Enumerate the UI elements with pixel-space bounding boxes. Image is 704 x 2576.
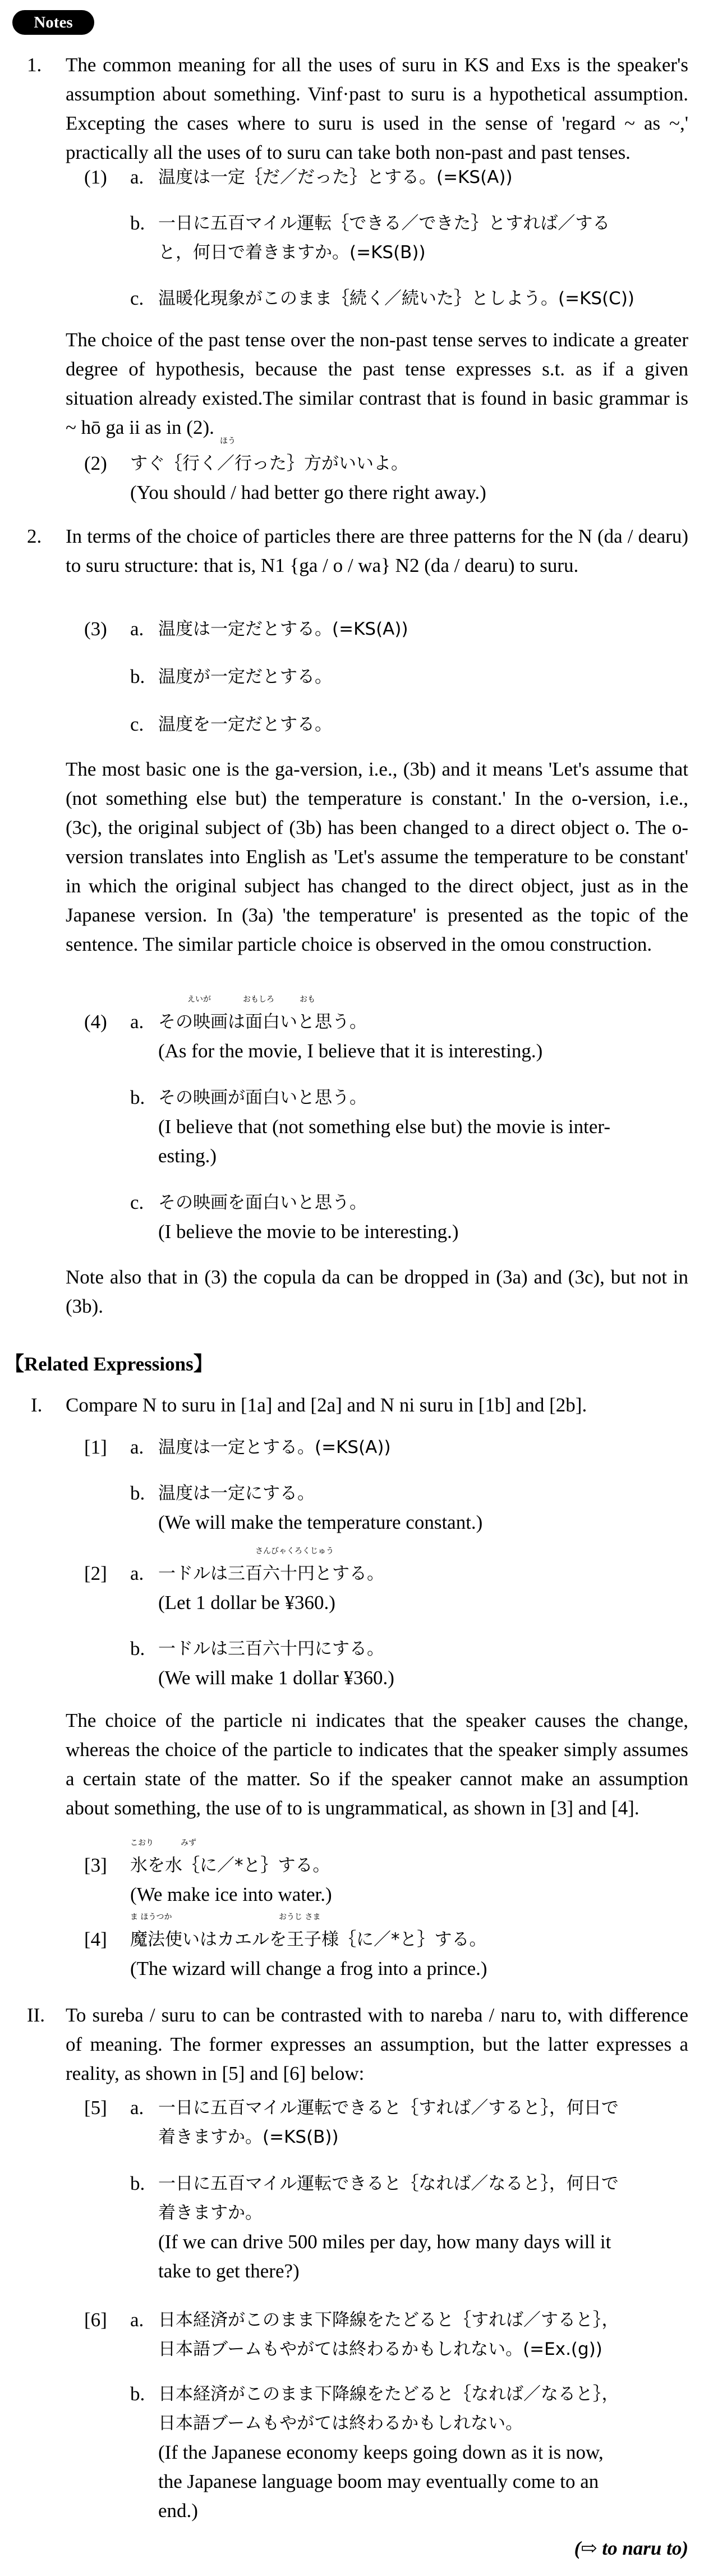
rel2a-ruby: さんびゃくろくじゅう <box>255 1547 334 1556</box>
rel1b-text: 温度は一定にする。 <box>158 1483 315 1504</box>
ex4c-text: その映画を面白いと思う。 <box>158 1193 367 1213</box>
ex1-label: (1) <box>84 166 107 188</box>
related-I-number: I. <box>31 1394 43 1416</box>
rel6b-translation-3: end.) <box>158 2500 198 2522</box>
ex4a-ruby-3: おも <box>300 995 315 1004</box>
rel4-ruby-2: おうじ さま <box>279 1913 321 1922</box>
rel2a-translation: (Let 1 dollar be ¥360.) <box>158 1592 335 1614</box>
rel5b-text-1: 一日に五百マイル運転できると｛なれば／なると｝，何日で <box>158 2174 619 2194</box>
rel3-label: [3] <box>84 1854 107 1876</box>
note-2-text-2: The most basic one is the ga-version, i.e., (3b) and it means 'Let's assume that (not something else but) the temperature is constant.' In the o-version, i.e., (3c), the original subject of (3b) has been changed to a direct object o. The o-version translates into English as 'Let's assume the temperature to be constant' in which the original subject has changed to the direct object, just as in the Japanese version. In (3a) 'the temperature' is presented as the topic of the sentence. The similar particle choice is observed in the omou construction. <box>66 758 688 955</box>
ex3c-label: c. <box>130 713 144 735</box>
rel2b-translation: (We will make 1 dollar ¥360.) <box>158 1667 394 1689</box>
ex4a-ruby-2: おもしろ <box>243 995 274 1004</box>
ex3b-label: b. <box>130 666 145 687</box>
rel6-label: [6] <box>84 2309 107 2331</box>
rel3-translation: (We make ice into water.) <box>130 1883 332 1905</box>
related-I-text-2: The choice of the particle ni indicates that the speaker causes the change, whereas the choice of the particle to indicates that the speaker simply assumes a certain state of the matter. So if the speaker cannot make an assumption about something, the use of to is ungrammatical, as shown in [3] and [4]. <box>66 1709 688 1819</box>
rel5a-label: a. <box>130 2097 144 2119</box>
rel6b-text-2: 日本語ブームもやがては終わるかもしれない。 <box>158 2413 523 2433</box>
ex2-label: (2) <box>84 452 107 474</box>
ex1b-text-2: と，何日で着きますか。(=KS(B)) <box>158 242 426 263</box>
ex3a-label: a. <box>130 618 144 640</box>
ex1b-text-1: 一日に五百マイル運転｛できる／できた｝とすれば／する <box>158 213 610 233</box>
ex4a-ruby-1: えいが <box>187 995 211 1004</box>
note-1-number: 1. <box>27 54 42 76</box>
ex4b-translation-2: esting.) <box>158 1145 217 1167</box>
rel6b-translation-2: the Japanese language boom may eventually come to an <box>158 2470 599 2492</box>
rel2b-label: b. <box>130 1638 145 1660</box>
rel1-label: [1] <box>84 1436 107 1458</box>
ex3b-text: 温度が一定だとする。 <box>158 667 332 687</box>
ex2-ruby: ほう <box>220 437 236 446</box>
related-I-text: Compare N to suru in [1a] and [2a] and N ni suru in [1b] and [2b]. <box>66 1394 587 1416</box>
ex1a-label: a. <box>130 166 144 188</box>
rel5b-translation-1: (If we can drive 500 miles per day, how many days will it <box>158 2231 611 2253</box>
related-expressions-heading: 【Related Expressions】 <box>4 1353 213 1375</box>
rel4-translation: (The wizard will change a frog into a prince.) <box>130 1958 487 1979</box>
ex4c-label: c. <box>130 1191 144 1213</box>
note-2-text-3: Note also that in (3) the copula da can be dropped in (3a) and (3c), but not in (3b). <box>66 1266 688 1317</box>
rel3-text: 氷を水｛に／*と｝する。 <box>130 1855 330 1876</box>
rel5b-translation-2: take to get there?) <box>158 2260 300 2282</box>
rel5a-text-1: 一日に五百マイル運転できると｛すれば／すると｝，何日で <box>158 2098 619 2118</box>
ex2-text: すぐ｛行く／行った｝方がいいよ。 <box>130 453 408 474</box>
ex4a-text: その映画は面白いと思う。 <box>158 1012 367 1032</box>
rel1b-label: b. <box>130 1482 145 1504</box>
ex3a-text: 温度は一定だとする。(=KS(A)) <box>158 619 408 639</box>
rel6a-label: a. <box>130 2309 144 2331</box>
rel6a-text-1: 日本経済がこのまま下降線をたどると｛すれば／すると｝， <box>158 2310 619 2330</box>
rel6b-translation-1: (If the Japanese economy keeps going down as it is now, <box>158 2441 604 2463</box>
rel1a-label: a. <box>130 1436 144 1458</box>
rel2a-text: 一ドルは三百六十円とする。 <box>158 1564 384 1584</box>
rel6a-text-2: 日本語ブームもやがては終わるかもしれない。(=Ex.(g)) <box>158 2339 602 2359</box>
note-1-text: The common meaning for all the uses of suru in KS and Exs is the speaker's assumption about something. Vinf·past to suru is a hypothetical assumption. Excepting the cases where to suru is used in the sense of 'regard ~ as ~,' practically all the uses of to suru can take both non-past and past tenses. <box>66 54 688 163</box>
rel1a-text: 温度は一定とする。(=KS(A)) <box>158 1437 391 1457</box>
ex4b-label: b. <box>130 1087 145 1108</box>
rel6b-label: b. <box>130 2383 145 2405</box>
ex4c-translation: (I believe the movie to be interesting.) <box>158 1221 459 1243</box>
rel2a-label: a. <box>130 1562 144 1584</box>
rel2-label: [2] <box>84 1562 107 1584</box>
note-1-text-2: The choice of the past tense over the non-past tense serves to indicate a greater degree of hypothesis, because the past tense expresses s.t. as if a given situation already existed.The similar contrast that is found in basic grammar is ~ hō ga ii as in (2). <box>66 329 688 438</box>
rel6b-text-1: 日本経済がこのまま下降線をたどると｛なれば／なると｝， <box>158 2384 619 2404</box>
related-II-text: To sureba / suru to can be contrasted with to nareba / naru to, with difference of meaning. The former expresses an assumption, but the latter expresses a reality, as shown in [5] and [6] below: <box>66 2004 688 2084</box>
ex1c-text: 温暖化現象がこのまま｛続く／続いた｝としよう。(=KS(C)) <box>158 288 635 309</box>
rel1b-translation: (We will make the temperature constant.) <box>158 1511 483 1533</box>
note-2-text: In terms of the choice of particles there are three patterns for the N (da / dearu) to suru structure: that is, N1 {ga / o / wa} N2 (da / dearu) to suru. <box>66 525 688 576</box>
ex3-label: (3) <box>84 618 107 640</box>
ex1b-label: b. <box>130 212 145 234</box>
rel4-text: 魔法使いはカエルを王子様｛に／*と｝する。 <box>130 1929 487 1950</box>
ex3c-text: 温度を一定だとする。 <box>158 714 332 735</box>
rel5-label: [5] <box>84 2097 107 2119</box>
rel5a-text-2: 着きますか。(=KS(B)) <box>158 2127 339 2147</box>
note-2-number: 2. <box>27 525 42 547</box>
related-II-number: II. <box>27 2004 45 2026</box>
rel4-label: [4] <box>84 1928 107 1950</box>
ex1a-text: 温度は一定｛だ／だった｝とする。(=KS(A)) <box>158 167 513 187</box>
rel4-ruby-1: ま ほうつか <box>130 1913 172 1922</box>
ex4a-translation: (As for the movie, I believe that it is interesting.) <box>158 1040 543 1062</box>
notes-badge: Notes <box>12 10 94 35</box>
ex1c-label: c. <box>130 287 144 309</box>
rel2b-text: 一ドルは三百六十円にする。 <box>158 1639 384 1659</box>
ex4-label: (4) <box>84 1011 107 1033</box>
rel5b-text-2: 着きますか。 <box>158 2203 263 2223</box>
ex4a-label: a. <box>130 1011 144 1033</box>
ex4b-translation-1: (I believe that (not something else but) the movie is inter- <box>158 1116 611 1138</box>
rel5b-label: b. <box>130 2172 145 2194</box>
ex2-translation: (You should / had better go there right away.) <box>130 482 486 503</box>
ex4b-text: その映画が面白いと思う。 <box>158 1088 367 1108</box>
rel3-ruby-2: みず <box>181 1839 196 1848</box>
cross-reference-link[interactable]: (⇨ to naru to) <box>574 2537 688 2559</box>
rel3-ruby-1: こおり <box>130 1839 154 1848</box>
